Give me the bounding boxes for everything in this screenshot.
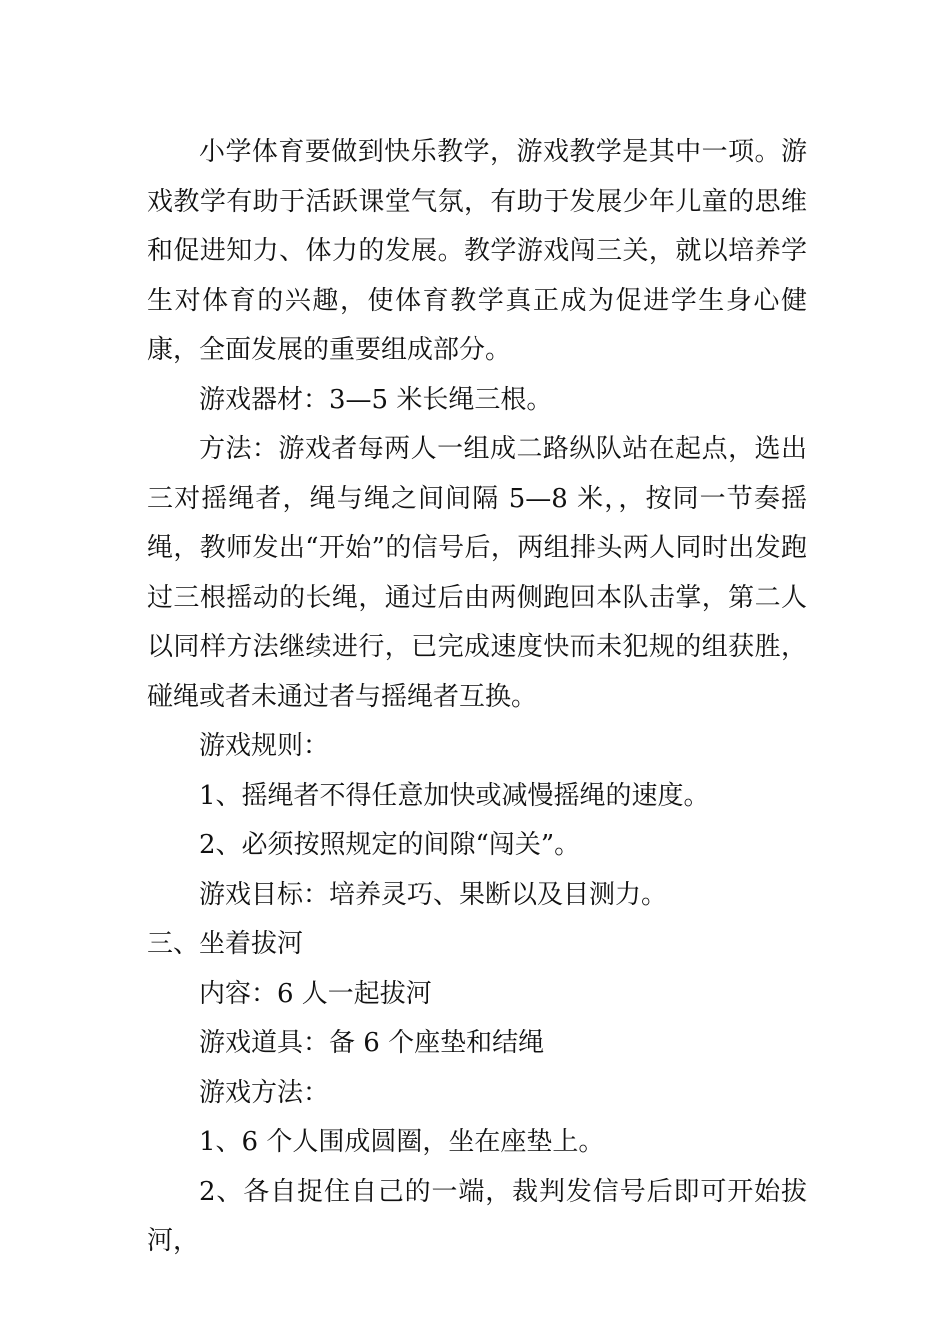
equipment-paragraph: 游戏器材：3—5 米长绳三根。 xyxy=(199,384,553,415)
section-heading: 三、坐着拔河 xyxy=(147,929,304,959)
rule-item-2: 2、必须按照规定的间隙“闯关”。 xyxy=(199,830,581,860)
method-item-2: 2、各自捉住自己的一端，裁判发信号后即可开始拔河， xyxy=(147,1176,807,1256)
intro-paragraph: 小学体育要做到快乐教学，游戏教学是其中一项。游戏教学有助于活跃课堂气氛，有助于发展少年儿童的思维和促进知力、体力的发展。教学游戏闯三关，就以培养学生对体育的兴趣，使体育教学真正成为促进学生身心健康，全面发展的重要组成部分。 xyxy=(147,137,807,365)
rule-item-1: 1、摇绳者不得任意加快或减慢摇绳的速度。 xyxy=(199,780,710,811)
rules-heading: 游戏规则： xyxy=(199,731,330,761)
props-paragraph: 游戏道具：备 6 个座垫和结绳 xyxy=(199,1028,545,1058)
method-item-1: 1、6 个人围成圆圈，坐在座垫上。 xyxy=(199,1127,605,1157)
method-paragraph: 方法：游戏者每两人一组成二路纵队站在起点，选出三对摇绳者，绳与绳之间间隔 5—8 米，，按同一节奏摇绳，教师发出“开始”的信号后，两组排头两人同时出发跑过三根摇动的长绳，通过后由两侧跑回本队击掌，第二人以同样方法继续进行，已完成速度快而未犯规的组获胜，碰绳或者未通过者与摇绳者互换。 xyxy=(147,434,807,712)
body-text xyxy=(147,128,807,1267)
game-method-heading: 游戏方法： xyxy=(199,1077,330,1108)
content-paragraph: 内容：6 人一起拔河 xyxy=(199,978,432,1009)
goal-paragraph: 游戏目标：培养灵巧、果断以及目测力。 xyxy=(199,879,668,910)
